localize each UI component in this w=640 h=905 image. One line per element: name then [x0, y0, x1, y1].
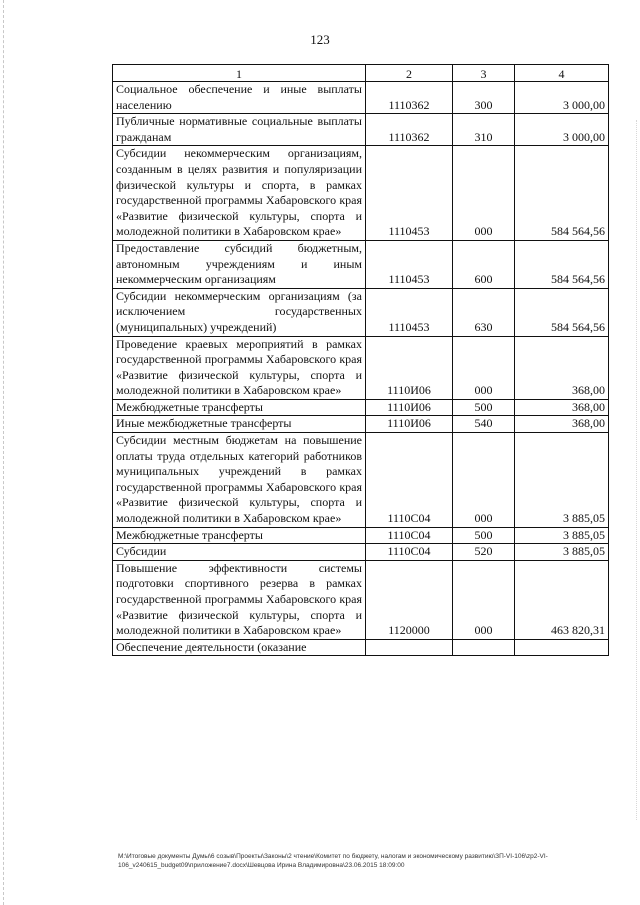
row-type: 300	[453, 82, 515, 114]
row-type: 520	[453, 544, 515, 561]
row-code: 1110362	[366, 114, 453, 146]
table-row	[113, 416, 609, 433]
row-name: Проведение краевых мероприятий в рамках государственной программы Хабаровского края «Развитие физической культуры, спорта и молодежной политики в Хабаровском крае»	[113, 336, 366, 399]
row-amount: 584 564,56	[515, 146, 609, 241]
row-amount	[515, 639, 609, 656]
table-row	[113, 399, 609, 416]
row-type: 540	[453, 416, 515, 433]
table-row	[113, 544, 609, 561]
table-row	[113, 240, 609, 288]
row-amount: 584 564,56	[515, 240, 609, 288]
row-amount: 368,00	[515, 416, 609, 433]
header-col-1: 1	[113, 65, 366, 82]
row-code: 1110И06	[366, 336, 453, 399]
row-amount: 584 564,56	[515, 288, 609, 336]
table-row	[113, 560, 609, 639]
row-name: Предоставление субсидий бюджетным, автономным учреждениям и иным некоммерческим организациям	[113, 240, 366, 288]
row-code: 1110453	[366, 146, 453, 241]
row-name: Иные межбюджетные трансферты	[113, 416, 366, 433]
document-path-footer	[118, 852, 618, 870]
row-type: 630	[453, 288, 515, 336]
row-name: Обеспечение деятельности (оказание	[113, 639, 366, 656]
row-code: 1120000	[366, 560, 453, 639]
row-code: 1110453	[366, 288, 453, 336]
page-number: 123	[310, 32, 330, 47]
row-amount: 3 885,05	[515, 527, 609, 544]
table-header-row	[113, 65, 609, 82]
row-amount: 463 820,31	[515, 560, 609, 639]
row-code: 1110362	[366, 82, 453, 114]
table-row	[113, 336, 609, 399]
row-code: 1110И06	[366, 416, 453, 433]
row-type	[453, 639, 515, 656]
row-name: Публичные нормативные социальные выплаты гражданам	[113, 114, 366, 146]
row-amount: 3 885,05	[515, 544, 609, 561]
row-amount: 368,00	[515, 399, 609, 416]
row-code	[366, 639, 453, 656]
row-code: 1110453	[366, 240, 453, 288]
row-code: 1110С04	[366, 544, 453, 561]
scan-right-edge	[634, 120, 637, 820]
scan-left-edge	[3, 0, 8, 905]
row-name: Повышение эффективности системы подготовки спортивного резерва в рамках государственной программы Хабаровского края «Развитие физической культуры, спорта и молодежной политики в Хабаровском крае»	[113, 560, 366, 639]
row-name: Межбюджетные трансферты	[113, 399, 366, 416]
footer-path-line-1: M:\Итоговые документы Думы\6 созыв\Проекты\Законы\2 чтение\Комитет по бюджету, налогам и экономическому развитию\ЗП-VI-106\zp2-VI-	[118, 853, 548, 860]
row-type: 000	[453, 146, 515, 241]
row-name: Социальное обеспечение и иные выплаты населению	[113, 82, 366, 114]
row-type: 500	[453, 399, 515, 416]
table-row	[113, 527, 609, 544]
row-type: 000	[453, 433, 515, 528]
budget-table	[112, 64, 609, 656]
table-row	[113, 146, 609, 241]
row-amount: 3 885,05	[515, 433, 609, 528]
table-row	[113, 288, 609, 336]
header-col-4: 4	[515, 65, 609, 82]
row-code: 1110И06	[366, 399, 453, 416]
row-amount: 3 000,00	[515, 114, 609, 146]
row-amount: 368,00	[515, 336, 609, 399]
row-amount: 3 000,00	[515, 82, 609, 114]
row-name: Субсидии некоммерческим организациям (за исключением государственных (муниципальных) учреждений)	[113, 288, 366, 336]
row-type: 310	[453, 114, 515, 146]
table-row	[113, 639, 609, 656]
header-col-2: 2	[366, 65, 453, 82]
row-type: 000	[453, 560, 515, 639]
row-type: 000	[453, 336, 515, 399]
row-name: Субсидии некоммерческим организациям, созданным в целях развития и популяризации физической культуры и спорта, в рамках государственной программы Хабаровского края «Развитие физической культуры, спорта и молодежной политики в Хабаровском крае»	[113, 146, 366, 241]
row-name: Субсидии	[113, 544, 366, 561]
row-code: 1110С04	[366, 433, 453, 528]
row-type: 500	[453, 527, 515, 544]
row-name: Межбюджетные трансферты	[113, 527, 366, 544]
table-row	[113, 114, 609, 146]
header-col-3: 3	[453, 65, 515, 82]
footer-path-line-2: 106_v240615_budget09\приложение7.docx\Шевцова Ирина Владимировна\23.06.2015 18:09:00	[118, 862, 405, 869]
row-name: Субсидии местным бюджетам на повышение оплаты труда отдельных категорий работников муниципальных учреждений в рамках государственной программы Хабаровского края «Развитие физической культуры, спорта и молодежной политики в Хабаровском крае»	[113, 433, 366, 528]
table-row	[113, 433, 609, 528]
row-type: 600	[453, 240, 515, 288]
row-code: 1110С04	[366, 527, 453, 544]
table-row	[113, 82, 609, 114]
